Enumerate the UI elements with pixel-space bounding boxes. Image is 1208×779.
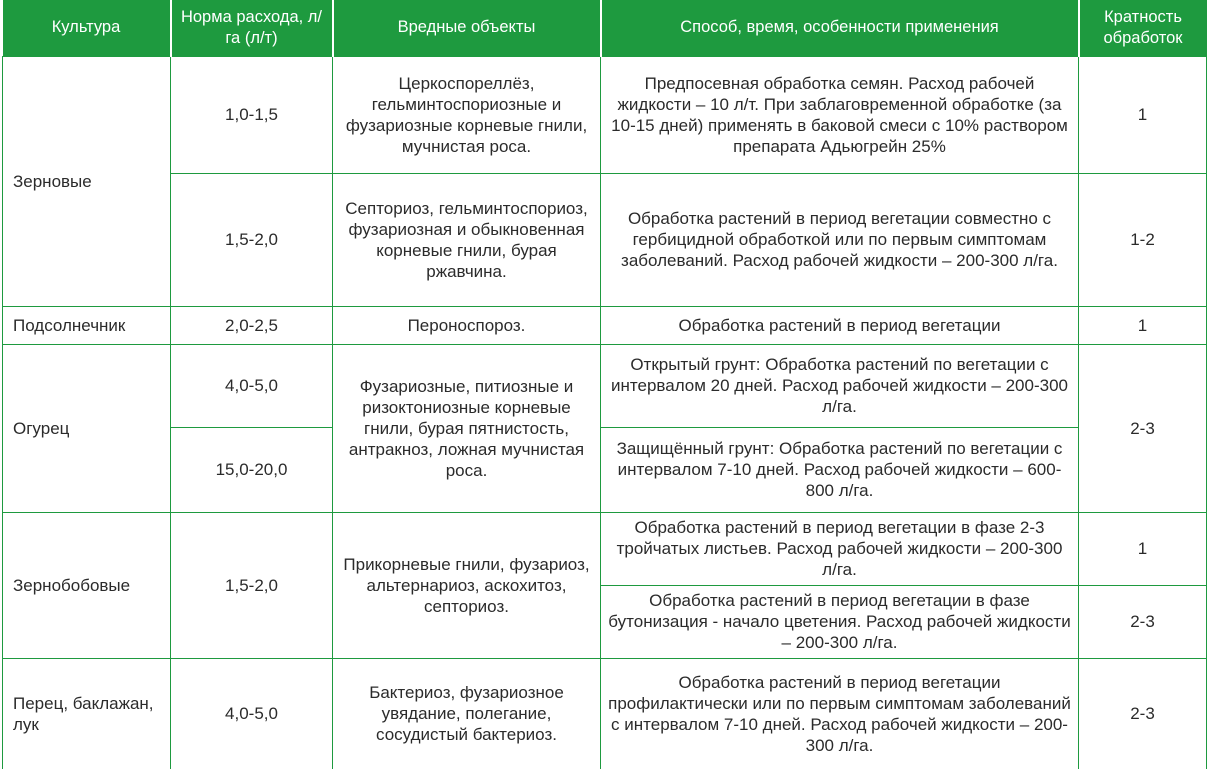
method-cell: Обработка растений в период вегетации совместно с гербицидной обработкой или по первым симптомам заболеваний. Расход рабочей жидкости – 200-300 л/га.: [601, 173, 1079, 306]
table-row: [3, 306, 1207, 344]
method-cell: Открытый грунт: Обработка растений по вегетации с интервалом 20 дней. Расход рабочей жидкости – 200-300 л/га.: [601, 344, 1079, 427]
rate-cell: 1,0-1,5: [171, 56, 333, 173]
header-method: Способ, время, особенности применения: [601, 0, 1079, 56]
frequency-cell: 2-3: [1079, 344, 1207, 512]
rate-cell: 4,0-5,0: [171, 344, 333, 427]
table-header-row: [3, 0, 1207, 56]
frequency-cell: 1: [1079, 306, 1207, 344]
table-row: [3, 344, 1207, 427]
table-row: [3, 512, 1207, 585]
rate-cell: 4,0-5,0: [171, 658, 333, 769]
frequency-cell: 1: [1079, 56, 1207, 173]
table-row: [3, 658, 1207, 769]
frequency-cell: 2-3: [1079, 658, 1207, 769]
frequency-cell: 1-2: [1079, 173, 1207, 306]
culture-cell: Зернобобовые: [3, 512, 171, 658]
rate-cell: 1,5-2,0: [171, 512, 333, 658]
header-rate: Норма расхода, л/га (л/т): [171, 0, 333, 56]
culture-cell: Подсолнечник: [3, 306, 171, 344]
pests-cell: Церкоспореллёз, гельминтоспориозные и фузариозные корневые гнили, мучнистая роса.: [333, 56, 601, 173]
frequency-cell: 1: [1079, 512, 1207, 585]
pests-cell: Пероноспороз.: [333, 306, 601, 344]
pests-cell: Прикорневые гнили, фузариоз, альтернариоз, аскохитоз, септориоз.: [333, 512, 601, 658]
pests-cell: Фузариозные, питиозные и ризоктониозные корневые гнили, бурая пятнистость, антракноз, ложная мучнистая роса.: [333, 344, 601, 512]
pests-cell: Септориоз, гельминтоспориоз, фузариозная и обыкновенная корневые гнили, бурая ржавчина.: [333, 173, 601, 306]
header-frequency: Кратность обработок: [1079, 0, 1207, 56]
application-table: [2, 0, 1207, 769]
frequency-cell: 2-3: [1079, 585, 1207, 658]
table-row: [3, 427, 1207, 512]
rate-cell: 15,0-20,0: [171, 427, 333, 512]
method-cell: Защищённый грунт: Обработка растений по вегетации с интервалом 7-10 дней. Расход рабочей жидкости – 600-800 л/га.: [601, 427, 1079, 512]
culture-cell: Перец, баклажан, лук: [3, 658, 171, 769]
header-pests: Вредные объекты: [333, 0, 601, 56]
culture-cell: Зерновые: [3, 56, 171, 306]
table-row: [3, 56, 1207, 173]
table-row: [3, 173, 1207, 306]
method-cell: Обработка растений в период вегетации: [601, 306, 1079, 344]
rate-cell: 1,5-2,0: [171, 173, 333, 306]
rate-cell: 2,0-2,5: [171, 306, 333, 344]
method-cell: Предпосевная обработка семян. Расход рабочей жидкости – 10 л/т. При заблаговременной обработке (за 10-15 дней) применять в баковой смеси с 10% раствором препарата Адьюгрейн 25%: [601, 56, 1079, 173]
method-cell: Обработка растений в период вегетации в фазе 2-3 тройчатых листьев. Расход рабочей жидкости – 200-300 л/га.: [601, 512, 1079, 585]
header-culture: Культура: [3, 0, 171, 56]
culture-cell: Огурец: [3, 344, 171, 512]
method-cell: Обработка растений в период вегетации в фазе бутонизация - начало цветения. Расход рабочей жидкости – 200-300 л/га.: [601, 585, 1079, 658]
pests-cell: Бактериоз, фузариозное увядание, полегание, сосудистый бактериоз.: [333, 658, 601, 769]
method-cell: Обработка растений в период вегетации профилактически или по первым симптомам заболеваний с интервалом 7-10 дней. Расход рабочей жидкости – 200-300 л/га.: [601, 658, 1079, 769]
